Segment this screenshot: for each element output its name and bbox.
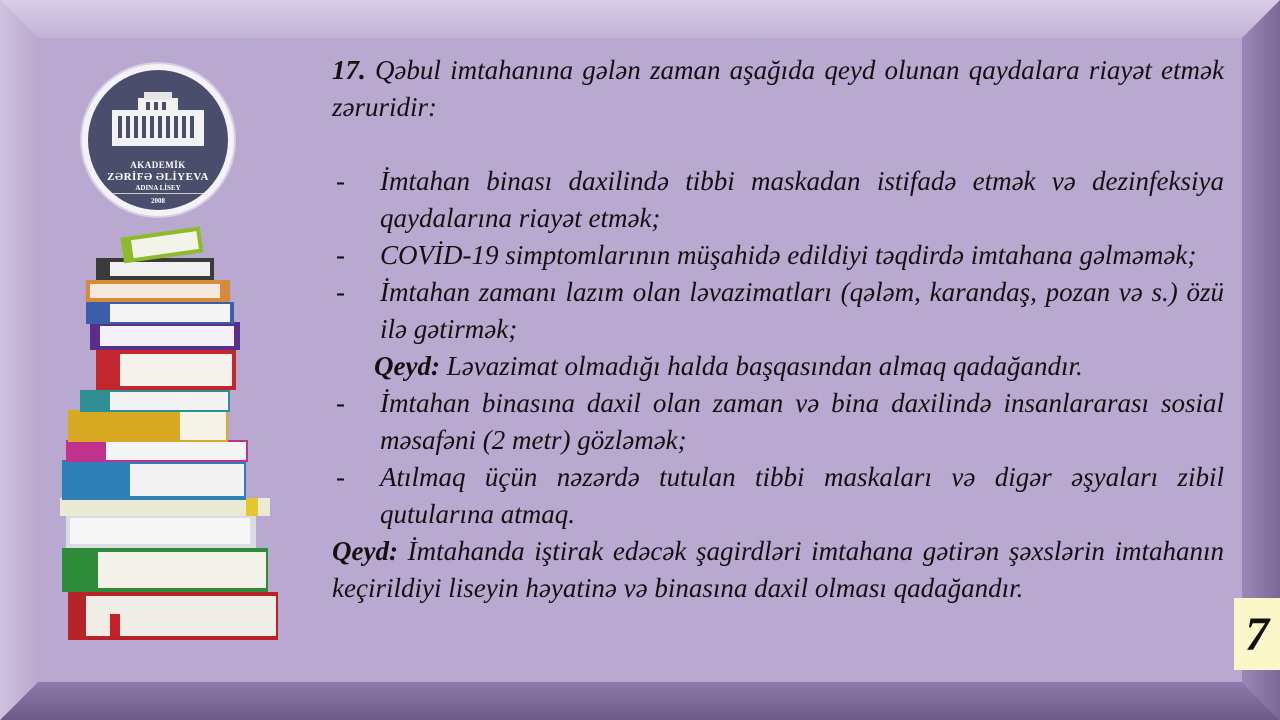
logo-text-lisey: ADINA LİSEY: [135, 184, 181, 192]
rule-heading-text: Qəbul imtahanına gələn zaman aşağıda qeyd olunan qaydalara riayət etmək zəruridir:: [332, 55, 1224, 122]
building-icon: [108, 90, 208, 150]
book-stack-illustration: [50, 222, 290, 652]
list-item-text: İmtahan zamanı lazım olan ləvazimatları (qələm, karandaş, pozan və s.) özü ilə gətirmək;: [380, 277, 1224, 344]
inline-note-label: Qeyd:: [374, 351, 440, 381]
list-item: [332, 237, 1224, 274]
list-item: [332, 163, 1224, 237]
list-item: [332, 385, 1224, 459]
logo-text-name: ZƏRİFƏ ƏLİYEVA: [107, 171, 209, 183]
slide-content: [332, 52, 1224, 607]
frame-bevel-left: [0, 0, 38, 720]
list-item: [332, 274, 1224, 348]
list-dash: -: [336, 462, 345, 492]
list-item-text: Atılmaq üçün nəzərdə tutulan tibbi maskaları və digər əşyaları zibil qutularına atmaq.: [380, 462, 1224, 529]
logo-divider: [110, 193, 206, 194]
final-note: [332, 533, 1224, 607]
list-dash: -: [336, 388, 345, 418]
school-logo: [82, 64, 234, 216]
logo-text-akademik: AKADEMİK: [130, 160, 186, 170]
list-dash: -: [336, 166, 345, 196]
list-item-text: İmtahan binası daxilində tibbi maskadan istifadə etmək və dezinfeksiya qaydalarına riayət etmək;: [380, 166, 1224, 233]
rule-heading: [332, 52, 1224, 163]
logo-year: 2008: [151, 197, 165, 205]
list-dash: -: [336, 277, 345, 307]
final-note-text: İmtahanda iştirak edəcək şagirdləri imtahana gətirən şəxslərin imtahanın keçirildiyi liseyin həyatinə və binasına daxil olması qadağandır.: [332, 536, 1225, 603]
inline-note-text: Ləvazimat olmadığı halda başqasından almaq qadağandır.: [446, 351, 1083, 381]
inline-note: [332, 348, 1224, 385]
list-item-text: İmtahan binasına daxil olan zaman və bina daxilində insanlararası sosial məsafəni (2 metr) gözləmək;: [380, 388, 1224, 455]
logo-emblem: [88, 70, 228, 210]
final-note-label: Qeyd:: [332, 536, 398, 566]
rule-number: 17.: [332, 55, 366, 85]
frame-bevel-bottom: [0, 682, 1280, 720]
page-number-badge: 7: [1234, 598, 1280, 670]
list-dash: -: [336, 240, 345, 270]
list-item: [332, 459, 1224, 533]
frame-bevel-top: [0, 0, 1280, 38]
list-item-text: COVİD-19 simptomlarının müşahidə edildiyi təqdirdə imtahana gəlməmək;: [380, 240, 1197, 270]
